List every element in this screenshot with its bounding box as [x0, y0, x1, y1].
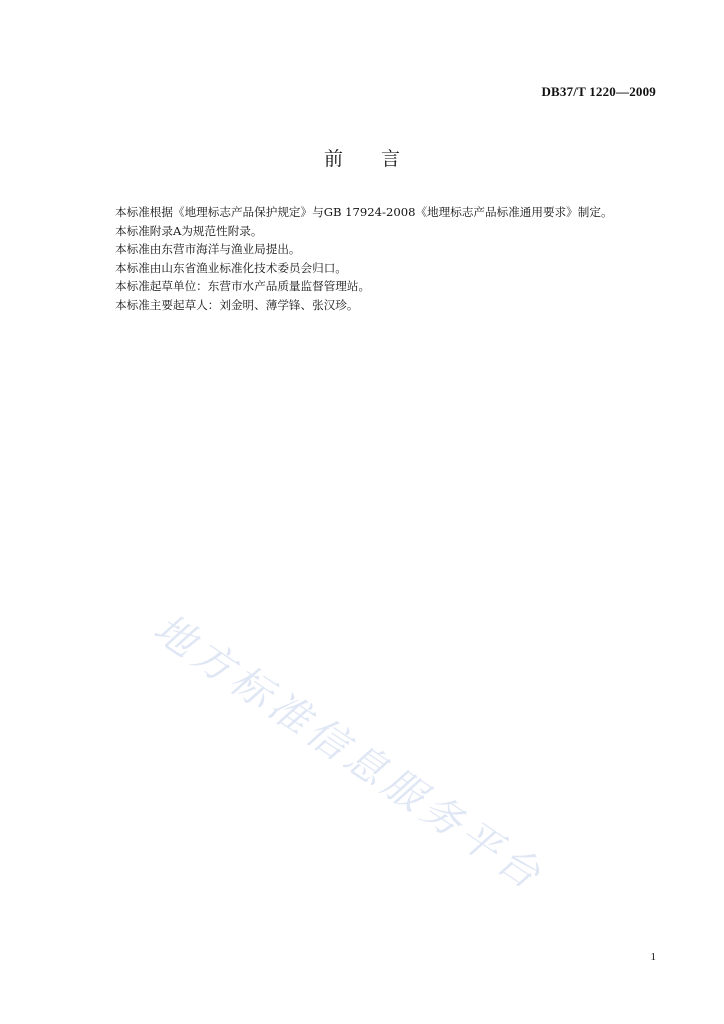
- body-line: 本标准附录A为规范性附录。: [115, 223, 263, 238]
- watermark: 地方标准信息服务平台: [145, 605, 553, 901]
- body-line: 本标准根据《地理标志产品保护规定》与GB 17924-2008《地理标志产品标准通用要求》制定。: [115, 205, 613, 219]
- page-title: 前 言: [323, 148, 400, 170]
- document-code: DB37/T 1220—2009: [541, 84, 656, 99]
- body-line: 本标准由山东省渔业标准化技术委员会归口。: [115, 260, 347, 275]
- body-line: 本标准由东营市海洋与渔业局提出。: [115, 242, 301, 257]
- foreword-body: [115, 203, 675, 315]
- body-line: 本标准主要起草人：刘金明、薄学锋、张汉珍。: [115, 297, 359, 312]
- body-line: 本标准起草单位：东营市水产品质量监督管理站。: [115, 279, 371, 294]
- page-number: 1: [650, 951, 656, 963]
